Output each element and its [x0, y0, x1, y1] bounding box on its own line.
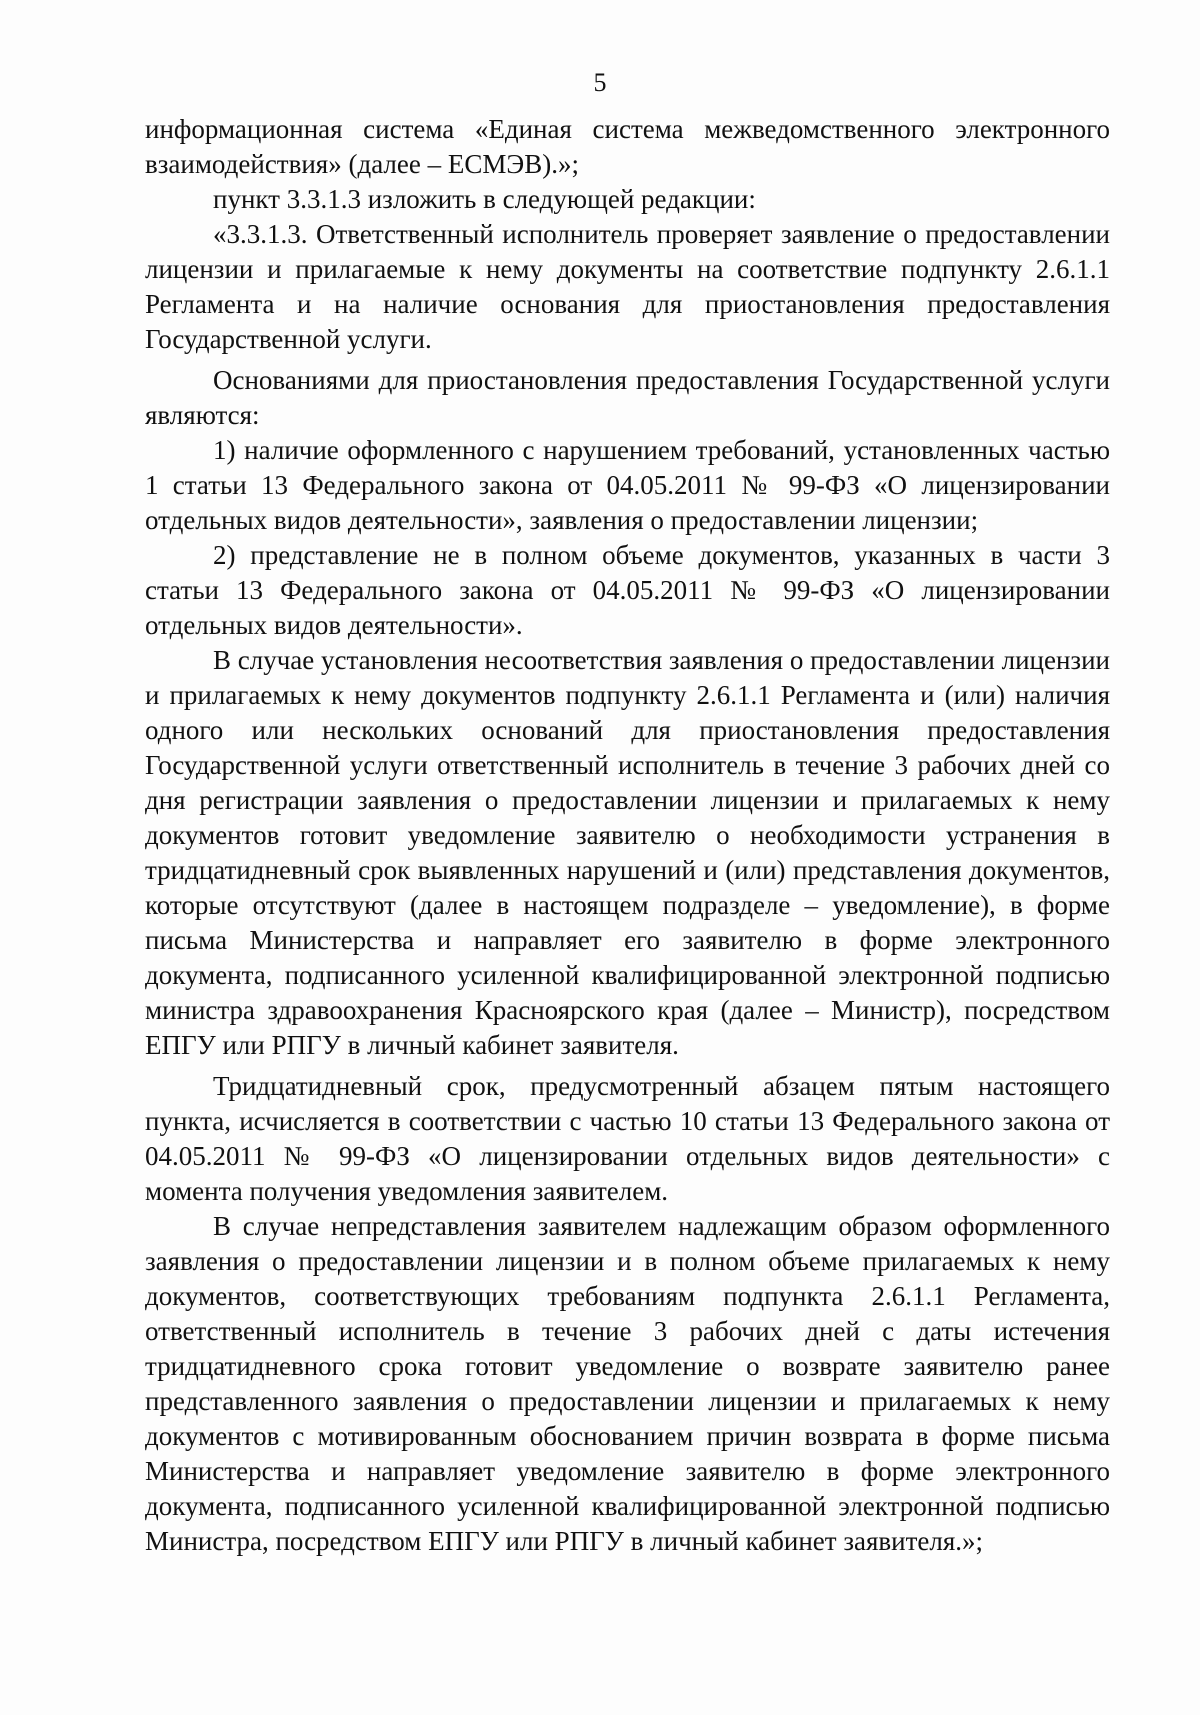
- paragraph: 1) наличие оформленного с нарушением требований, установленных частью 1 статьи 13 Федерального закона от 04.05.2011 № 99-ФЗ «О лицензировании отдельных видов деятельности», заявления о предоставлении лицензии;: [145, 435, 1110, 535]
- paragraph: В случае непредставления заявителем надлежащим образом оформленного заявления о предоставлении лицензии и в полном объеме прилагаемых к нему документов, соответствующих требованиям подпункта 2.6.1.1 Регламента, ответственный исполнитель в течение 3 рабочих дней с даты истечения тридцатидневного срока готовит уведомление о возврате заявителю ранее представленного заявления о предоставлении лицензии и прилагаемых к нему документов с мотивированным обоснованием причин возврата в форме письма Министерства и направляет уведомление заявителю в форме электронного документа, подписанного усиленной квалифицированной электронной подписью Министра, посредством ЕПГУ или РПГУ в личный кабинет заявителя.»;: [145, 1211, 1110, 1556]
- paragraph: Основаниями для приостановления предоставления Государственной услуги являются:: [145, 365, 1110, 430]
- paragraph: пункт 3.3.1.3 изложить в следующей редакции:: [213, 184, 756, 214]
- paragraph: Тридцатидневный срок, предусмотренный абзацем пятым настоящего пункта, исчисляется в соответствии с частью 10 статьи 13 Федерального закона от 04.05.2011 № 99-ФЗ «О лицензировании отдельных видов деятельности» с момента получения уведомления заявителем.: [145, 1071, 1110, 1206]
- document-body: [145, 112, 1110, 1559]
- paragraph: информационная система «Единая система межведомственного электронного взаимодействия» (далее – ЕСМЭВ).»;: [145, 114, 1110, 179]
- paragraph: В случае установления несоответствия заявления о предоставлении лицензии и прилагаемых к нему документов подпункту 2.6.1.1 Регламента и (или) наличия одного или нескольких оснований для приостановления предоставления Государственной услуги ответственный исполнитель в течение 3 рабочих дней со дня регистрации заявления о предоставлении лицензии и прилагаемых к нему документов готовит уведомление заявителю о необходимости устранения в тридцатидневный срок выявленных нарушений и (или) представления документов, которые отсутствуют (далее в настоящем подразделе – уведомление), в форме письма Министерства и направляет его заявителю в форме электронного документа, подписанного усиленной квалифицированной электронной подписью министра здравоохранения Красноярского края (далее – Министр), посредством ЕПГУ или РПГУ в личный кабинет заявителя.: [145, 645, 1110, 1060]
- paragraph: «3.3.1.3. Ответственный исполнитель проверяет заявление о предоставлении лицензии и прилагаемые к нему документы на соответствие подпункту 2.6.1.1 Регламента и на наличие основания для приостановления предоставления Государственной услуги.: [145, 219, 1110, 354]
- paragraph: 2) представление не в полном объеме документов, указанных в части 3 статьи 13 Федерального закона от 04.05.2011 № 99-ФЗ «О лицензировании отдельных видов деятельности».: [145, 540, 1110, 640]
- page-number: 5: [593, 68, 607, 97]
